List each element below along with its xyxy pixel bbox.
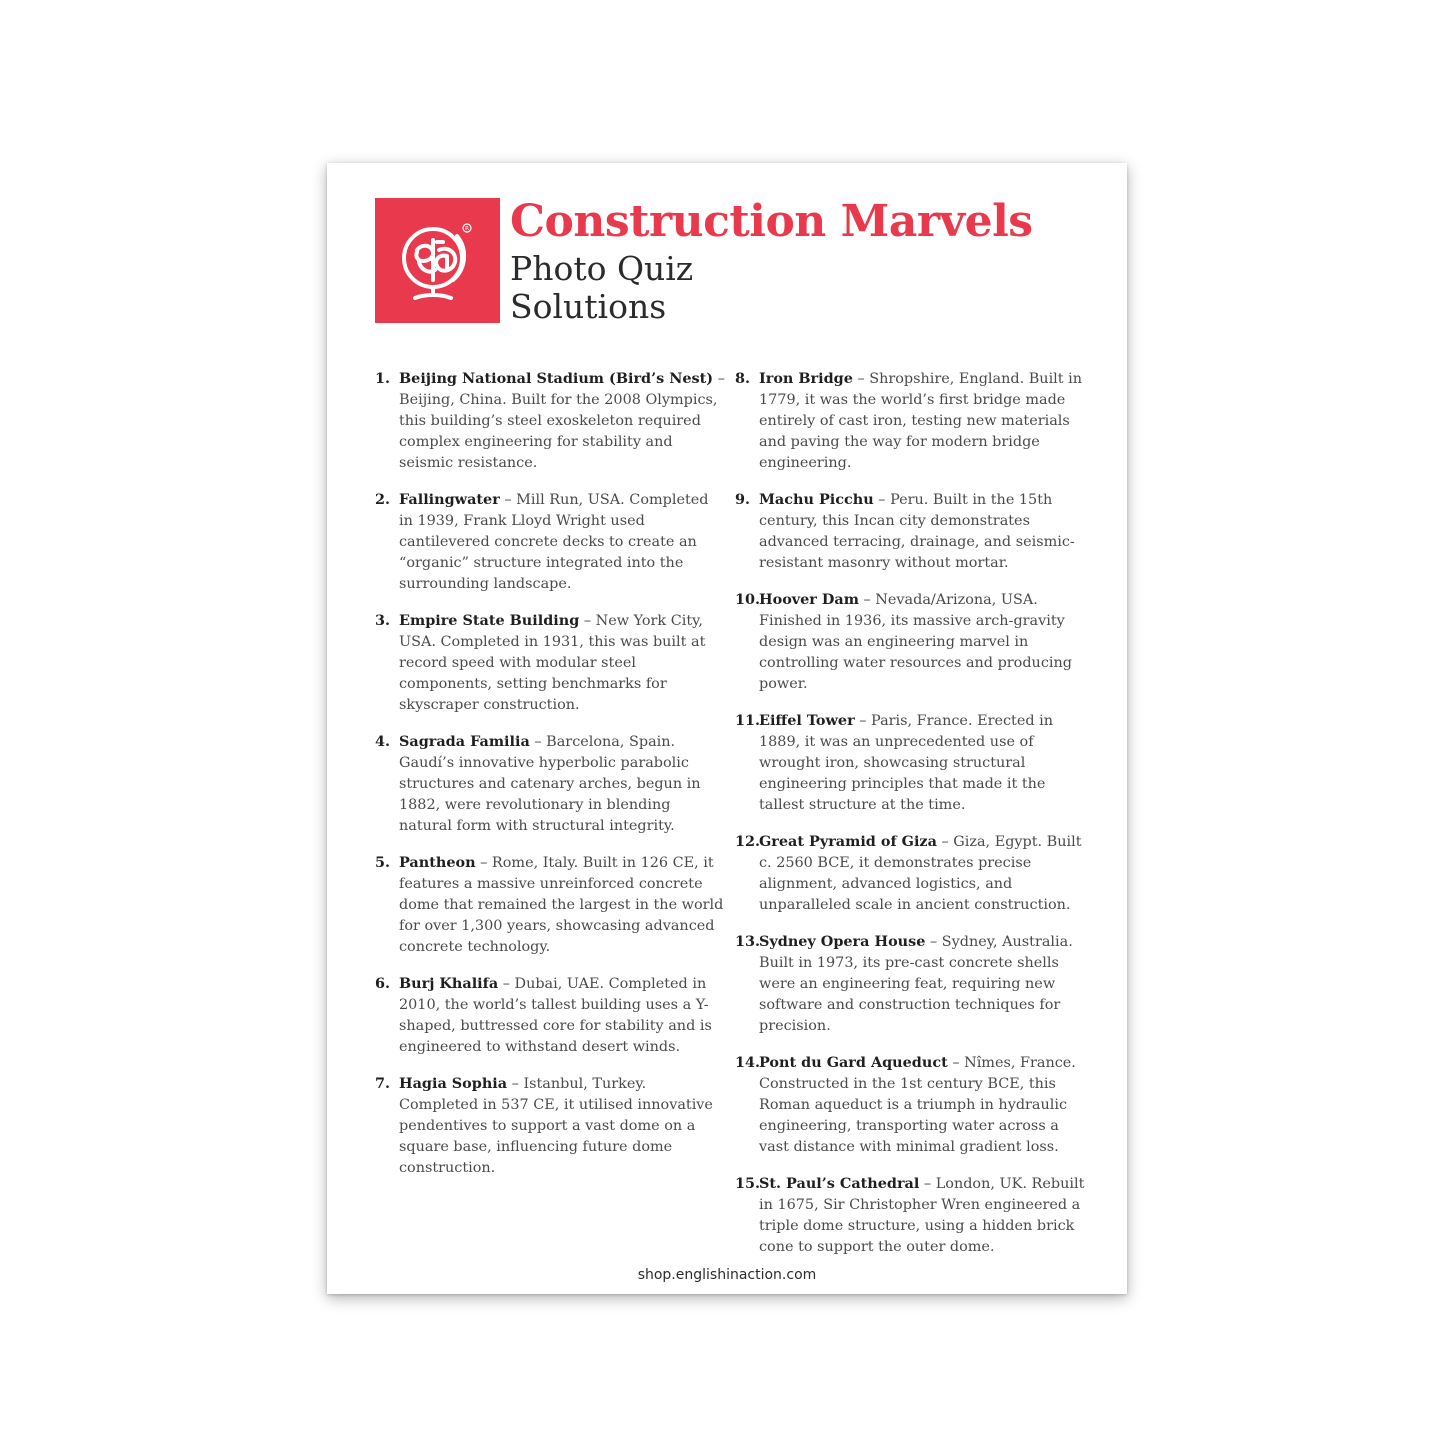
landmark-name: Burj Khalifa (399, 975, 499, 992)
separator: – (529, 734, 547, 750)
item-number: 15. (735, 1175, 761, 1192)
landmark-description: Rome, Italy. Built in 126 CE, it features a massive unreinforced concrete dome that remained the largest in the world for over 1,300 years, showcasing advanced concrete technology. (399, 855, 724, 955)
answer-item (735, 589, 1087, 695)
landmark-description: Nîmes, France. Constructed in the 1st century BCE, this Roman aqueduct is a triumph in hydraulic engineering, transporting water across a vast distance with minimal gradient loss. (759, 1055, 1076, 1155)
landmark-name: Beijing National Stadium (Bird’s Nest) (399, 370, 714, 387)
answer-item (375, 489, 725, 595)
landmark-name: Pantheon (399, 854, 476, 871)
landmark-name: Great Pyramid of Giza (759, 833, 937, 850)
answer-item (735, 831, 1087, 916)
item-number: 6. (375, 975, 391, 992)
landmark-description: New York City, USA. Completed in 1931, this was built at record speed with modular steel components, setting benchmarks for skyscraper construction. (399, 613, 706, 713)
separator: – (947, 1055, 965, 1071)
landmark-description: Shropshire, England. Built in 1779, it was the world’s first bridge made entirely of cast iron, testing new materials and paving the way for modern bridge engineering. (759, 371, 1083, 471)
landmark-description: Paris, France. Erected in 1889, it was an unprecedented use of wrought iron, showcasing structural engineering principles that made it the tallest structure at the time. (759, 713, 1054, 813)
landmark-name: Iron Bridge (759, 370, 853, 387)
separator: – (852, 371, 870, 387)
landmark-description: Beijing, China. Built for the 2008 Olympics, this building’s steel exoskeleton required complex engineering for stability and seismic resistance. (399, 392, 718, 471)
landmark-name: Eiffel Tower (759, 712, 855, 729)
item-number: 8. (735, 370, 751, 387)
landmark-description: Sydney, Australia. Built in 1973, its pre-cast concrete shells were an engineering feat, requiring new software and construction techniques for precision. (759, 934, 1073, 1034)
answer-item (375, 368, 725, 474)
landmark-description: Giza, Egypt. Built c. 2560 BCE, it demonstrates precise alignment, advanced logistics, and unparalleled scale in ancient construction. (759, 834, 1082, 913)
item-number: 2. (375, 491, 391, 508)
landmark-description: Dubai, UAE. Completed in 2010, the world’s tallest building uses a Y-shaped, buttressed core for stability and is engineered to withstand desert winds. (399, 976, 712, 1055)
answer-item (735, 710, 1087, 816)
item-number: 9. (735, 491, 751, 508)
answer-item (735, 1173, 1087, 1258)
page-subtitle: Photo Quiz Solutions (510, 249, 694, 326)
landmark-name: Pont du Gard Aqueduct (759, 1054, 948, 1071)
item-number: 13. (735, 933, 761, 950)
item-number: 4. (375, 733, 391, 750)
separator: – (498, 976, 515, 992)
landmark-name: Sydney Opera House (759, 933, 926, 950)
landmark-description: London, UK. Rebuilt in 1675, Sir Christopher Wren engineered a triple dome structure, using a hidden brick cone to support the outer dome. (759, 1176, 1085, 1255)
item-number: 1. (375, 370, 391, 387)
landmark-name: Hagia Sophia (399, 1075, 508, 1092)
answer-item (735, 1052, 1087, 1158)
answer-item (375, 1073, 725, 1179)
landmark-description: Barcelona, Spain. Gaudí’s innovative hyperbolic parabolic structures and catenary arches, begun in 1882, were revolutionary in blending natural form with structural integrity. (399, 734, 701, 834)
brand-logo (375, 198, 500, 323)
item-number: 12. (735, 833, 761, 850)
separator: – (854, 713, 872, 729)
item-number: 10. (735, 591, 761, 608)
landmark-name: Sagrada Familia (399, 733, 530, 750)
answer-item (375, 610, 725, 716)
item-number: 14. (735, 1054, 761, 1071)
landmark-description: Peru. Built in the 15th century, this Incan city demonstrates advanced terracing, drainage, and seismic-resistant masonry without mortar. (759, 492, 1075, 571)
globe-logo-icon (375, 198, 500, 323)
answer-item (375, 731, 725, 837)
svg-text:R: R (465, 226, 469, 233)
item-number: 11. (735, 712, 761, 729)
separator: – (579, 613, 596, 629)
item-number: 5. (375, 854, 391, 871)
landmark-description: Istanbul, Turkey. Completed in 537 CE, it utilised innovative pendentives to support a vast dome on a square base, influencing future dome construction. (399, 1076, 713, 1176)
separator: – (936, 834, 954, 850)
item-number: 7. (375, 1075, 391, 1092)
landmark-name: Hoover Dam (759, 591, 859, 608)
answers-list-left (375, 368, 725, 1194)
answer-item (735, 489, 1087, 574)
landmark-name: Fallingwater (399, 491, 500, 508)
worksheet-page (327, 163, 1127, 1294)
separator: – (507, 1076, 524, 1092)
separator: – (475, 855, 492, 871)
separator: – (858, 592, 876, 608)
answer-item (375, 852, 725, 958)
separator: – (873, 492, 891, 508)
separator: – (925, 934, 942, 950)
item-number: 3. (375, 612, 391, 629)
separator: – (919, 1176, 936, 1192)
landmark-name: Machu Picchu (759, 491, 874, 508)
separator: – (713, 371, 725, 387)
landmark-name: St. Paul’s Cathedral (759, 1175, 920, 1192)
answer-item (375, 973, 725, 1058)
landmark-description: Nevada/Arizona, USA. Finished in 1936, its massive arch-gravity design was an engineering marvel in controlling water resources and producing power. (759, 592, 1072, 692)
landmark-name: Empire State Building (399, 612, 580, 629)
footer-url: shop.englishinaction.com (637, 1267, 817, 1283)
landmark-description: Mill Run, USA. Completed in 1939, Frank Lloyd Wright used cantilevered concrete decks to create an “organic” structure integrated into the surrounding landscape. (399, 492, 709, 592)
answer-item (735, 368, 1087, 474)
answer-item (735, 931, 1087, 1037)
answers-list-right (735, 368, 1087, 1273)
page-title: Construction Marvels (510, 196, 1033, 247)
separator: – (499, 492, 517, 508)
